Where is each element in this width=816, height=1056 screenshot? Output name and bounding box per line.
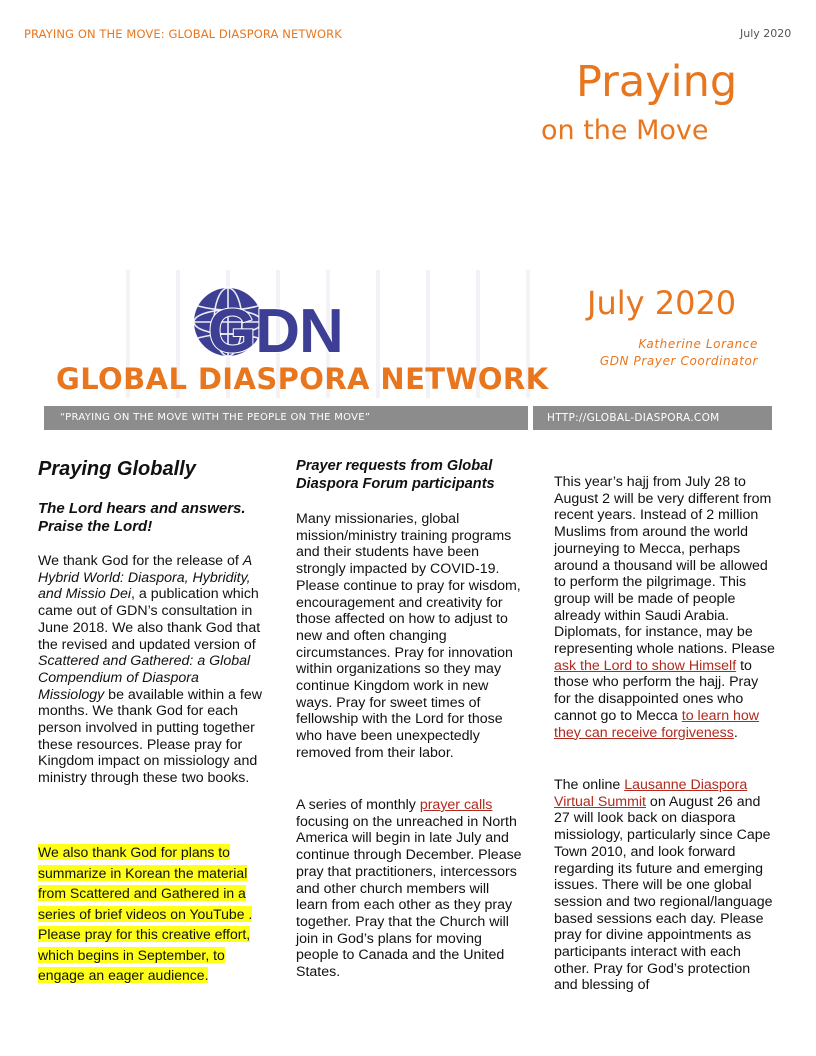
text-run: focusing on the unreached in North America will begin in late July and continue through December. Please pray that practitioners, intercessors and other church members will learn from each other as they pray together. Pray that the Church will join in God’s plans for moving people to Canada and the United States. — [296, 813, 522, 981]
author-role: GDN Prayer Coordinator — [599, 354, 758, 368]
col1-paragraph-1 — [38, 553, 264, 787]
book-title: Scattered and Gathered: a Global Compendium of Diaspora Missiology — [38, 653, 251, 703]
section-heading-praying-globally: Praying Globally — [38, 458, 196, 480]
text-run: We thank God for the release of — [38, 553, 243, 569]
logo-letters: GDN — [208, 297, 343, 366]
tagline-text: “PRAYING ON THE MOVE WITH THE PEOPLE ON THE MOVE” — [60, 412, 371, 423]
organization-name: GLOBAL DIASPORA NETWORK — [56, 362, 549, 396]
author-name: Katherine Lorance — [638, 337, 758, 351]
website-url[interactable]: HTTP://GLOBAL-DIASPORA.COM — [547, 412, 720, 424]
col3-paragraph-2 — [554, 777, 776, 994]
newsletter-subtitle: on the Move — [541, 115, 709, 146]
author-block — [600, 336, 758, 370]
lausanne-summit-link[interactable]: Lausanne Diaspora Virtual Summit — [554, 777, 748, 810]
col1-paragraph-2-highlighted — [38, 842, 264, 986]
text-run: A series of monthly — [296, 797, 420, 813]
col2-paragraph-2 — [296, 797, 524, 981]
prayer-calls-link[interactable]: prayer calls — [419, 797, 493, 813]
running-header-date: July 2020 — [740, 27, 792, 40]
issue-month: July 2020 — [587, 284, 737, 322]
section-subheading: The Lord hears and answers. Praise the Lord! — [38, 500, 246, 535]
url-bar — [533, 406, 772, 430]
highlighted-text: We also thank God for plans to summarize in Korean the material from Scattered and Gathered in a series of brief videos on YouTube . Please pray for this creative effort, which begins in September, to engage an eager audience. — [38, 844, 253, 983]
col3-paragraph-1 — [554, 474, 776, 741]
text-run: Many missionaries, global mission/ministry training programs and their students have been strongly impacted by COVID-19. Please continue to pray for wisdom, encouragement and creativity for those affected on how to adjust to new and often changing circumstances. Pray for innovation within organizations so they may continue Kingdom work in new ways. Pray for sweet times of fellowship with the Lord for those who have been unexpectedly removed from their labor. — [296, 511, 521, 761]
text-run: on August 26 and 27 will look back on diaspora missiology, particularly since Cape Town 2010, and look forward regarding its future and emerging issues. There will be one global session and two regional/language based sessions each day. Please pray for divine appointments as participants interact with each other. Pray for God’s protection and blessing of — [554, 793, 773, 994]
tagline-bar — [44, 406, 528, 430]
text-run: to those who perform the hajj. Pray for the disappointed ones who cannot go to Mecca — [554, 657, 759, 724]
col2-paragraph-1 — [296, 511, 524, 762]
receive-forgiveness-link[interactable]: to learn how they can receive forgiveness — [554, 707, 760, 741]
gdn-globe-logo — [186, 280, 376, 370]
text-run: , a publication which came out of GDN’s consultation in June 2018. We also thank God that the revised and updated version of — [38, 586, 261, 653]
text-run: The online — [554, 777, 625, 793]
running-header-title: PRAYING ON THE MOVE: GLOBAL DIASPORA NETWORK — [24, 27, 342, 41]
book-title: A Hybrid World: Diaspora, Hybridity, and Missio Dei — [38, 553, 252, 603]
text-run: . — [733, 724, 738, 741]
ask-the-lord-link[interactable]: ask the Lord to show Himself — [554, 657, 737, 674]
section-heading-prayer-requests: Prayer requests from Global Diaspora Forum participants — [296, 458, 495, 492]
newsletter-title: Praying — [576, 57, 738, 107]
text-run: be available within a few months. We thank God for each person involved in putting together these resources. Please pray for Kingdom impact on missiology and ministry through these two books. — [38, 686, 262, 787]
text-run: This year’s hajj from July 28 to August 2 will be very different from recent years. Instead of 2 million Muslims from around the world journeying to Mecca, perhaps around a thousand will be allowed to perform the pilgrimage. This group will be made of people already within Saudi Arabia. Diplomats, for instance, may be representing whole nations. Please — [554, 474, 775, 658]
